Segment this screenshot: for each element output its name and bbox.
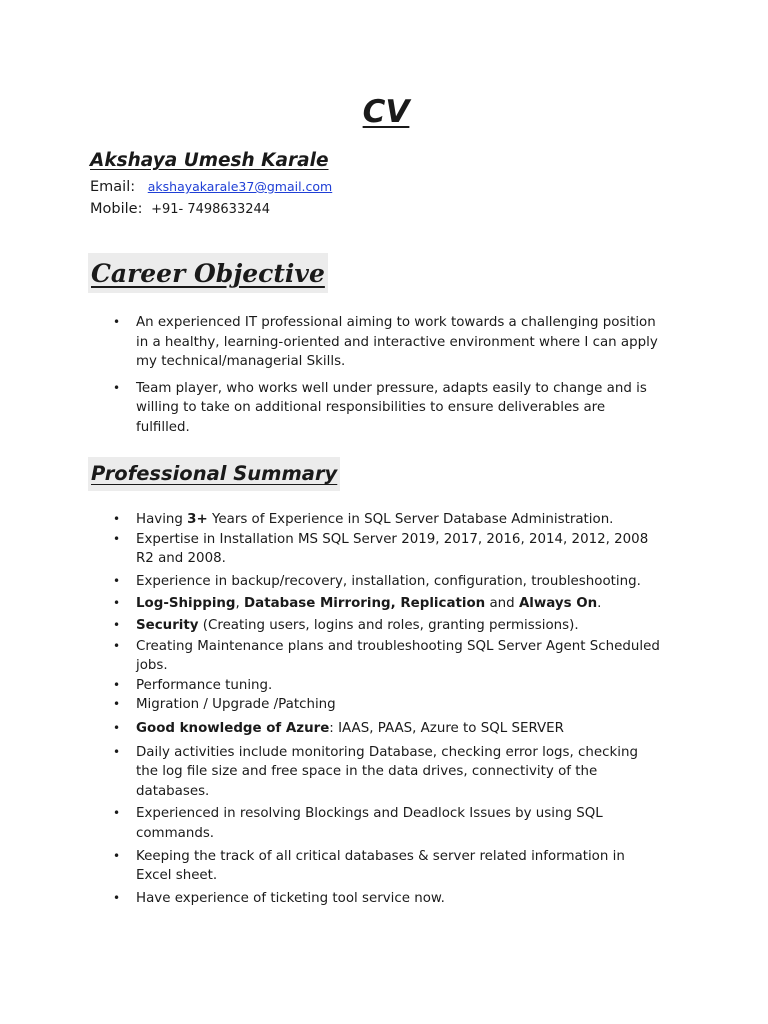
professional-summary-list — [110, 510, 690, 908]
summary-item — [110, 572, 690, 592]
summary-text-bold: Database Mirroring, Replication — [244, 596, 486, 612]
bullet-icon: • — [113, 720, 121, 735]
bullet-icon: • — [113, 573, 121, 588]
bullet-icon: • — [113, 638, 121, 653]
summary-text: R2 and 2008. — [136, 551, 226, 567]
summary-text: Have experience of ticketing tool service now. — [136, 890, 445, 906]
summary-text: Keeping the track of all critical databases & server related information in — [136, 848, 625, 864]
bullet-icon: • — [113, 531, 121, 546]
summary-text: and — [485, 596, 519, 612]
summary-item — [110, 510, 690, 530]
professional-summary-heading: Professional Summary — [88, 457, 340, 491]
summary-text: Performance tuning. — [136, 677, 273, 693]
summary-text: the log file size and free space in the data drives, connectivity of the — [136, 764, 598, 780]
summary-text-bold: Log-Shipping — [136, 596, 236, 612]
summary-text: Migration / Upgrade /Patching — [136, 697, 336, 713]
summary-text: commands. — [136, 825, 215, 841]
bullet-icon: • — [113, 697, 121, 712]
objective-line: willing to take on additional responsibilities to ensure deliverables are — [136, 400, 606, 416]
bullet-icon: • — [113, 848, 121, 863]
email-row — [90, 179, 332, 195]
summary-text: , — [235, 596, 245, 612]
summary-text: Experienced in resolving Blockings and Deadlock Issues by using SQL — [136, 806, 603, 822]
objective-item — [110, 379, 690, 438]
objective-line: fulfilled. — [136, 419, 190, 435]
summary-text: Years of Experience in SQL Server Database Administration. — [207, 512, 614, 527]
bullet-icon: • — [113, 744, 121, 759]
summary-text: jobs. — [136, 658, 168, 674]
bullet-icon: • — [113, 890, 121, 905]
objective-line: Team player, who works well under pressure, adapts easily to change and is — [136, 380, 647, 396]
career-objective-list — [110, 313, 690, 438]
summary-text: databases. — [136, 783, 210, 799]
summary-text: Daily activities include monitoring Database, checking error logs, checking — [136, 744, 638, 760]
summary-item — [110, 847, 690, 886]
summary-text-bold: 3+ — [187, 512, 208, 527]
objective-line: in a healthy, learning-oriented and interactive environment where I can apply — [136, 334, 658, 350]
bullet-icon: • — [113, 315, 121, 329]
objective-line: my technical/managerial Skills. — [136, 354, 346, 370]
summary-text-bold: Always On — [518, 596, 598, 612]
bullet-icon: • — [113, 617, 121, 632]
objective-item — [110, 313, 690, 372]
summary-text-bold: Good knowledge of Azure — [136, 720, 330, 736]
bullet-icon: • — [113, 677, 121, 692]
summary-item — [110, 743, 690, 802]
mobile-label: Mobile: — [90, 201, 143, 217]
bullet-icon: • — [113, 512, 121, 526]
summary-text: Creating Maintenance plans and troubleshooting SQL Server Agent Scheduled — [136, 638, 660, 654]
summary-text: : IAAS, PAAS, Azure to SQL SERVER — [329, 720, 564, 736]
email-link[interactable]: akshayakarale37@gmail.com — [147, 179, 333, 194]
candidate-name: Akshaya Umesh Karale — [90, 150, 329, 171]
summary-text: Having — [136, 512, 188, 527]
summary-text: Expertise in Installation MS SQL Server 2019, 2017, 2016, 2014, 2012, 2008 — [136, 531, 649, 547]
summary-item — [110, 804, 690, 843]
summary-item — [110, 637, 690, 676]
summary-item — [110, 676, 690, 696]
bullet-icon: • — [113, 596, 121, 611]
summary-item — [110, 719, 690, 739]
summary-text: Experience in backup/recovery, installation, configuration, troubleshooting. — [136, 573, 641, 589]
mobile-row — [90, 201, 270, 217]
email-label: Email: — [90, 179, 136, 195]
summary-text-bold: Security — [136, 617, 199, 633]
mobile-number: +91- 7498633244 — [151, 202, 271, 217]
summary-text: (Creating users, logins and roles, granting permissions). — [198, 617, 579, 633]
bullet-icon: • — [113, 806, 121, 821]
summary-text: . — [597, 596, 602, 612]
summary-item — [110, 889, 690, 909]
summary-item — [110, 594, 690, 614]
career-objective-heading: Career Objective — [88, 253, 328, 293]
summary-item — [110, 616, 690, 636]
summary-item — [110, 530, 690, 569]
summary-item — [110, 695, 690, 715]
summary-text: Excel sheet. — [136, 868, 218, 884]
objective-line: An experienced IT professional aiming to work towards a challenging position — [136, 315, 656, 330]
document-title: CV — [362, 94, 410, 130]
bullet-icon: • — [113, 380, 121, 395]
